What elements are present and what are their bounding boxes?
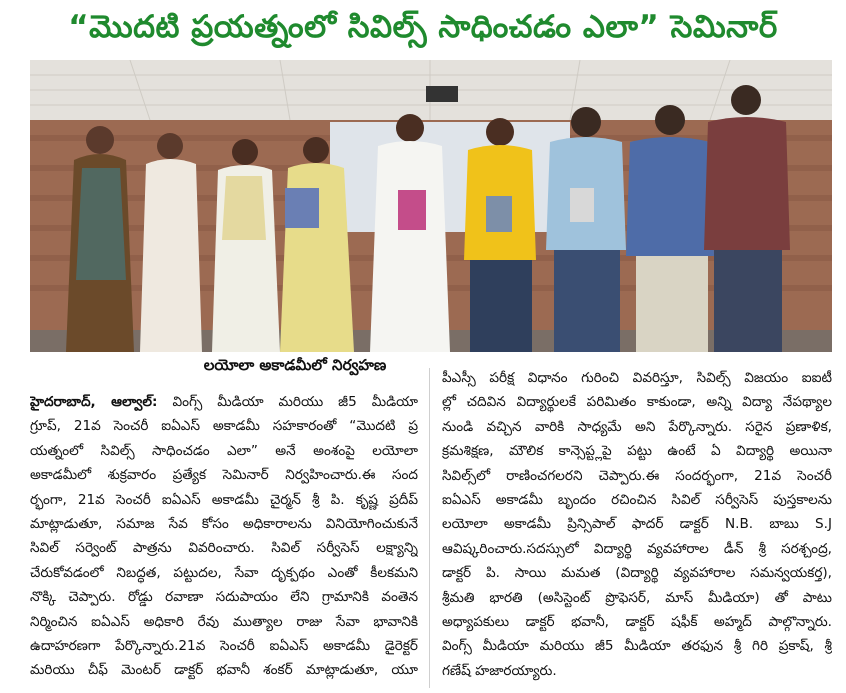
body-line: అకాడమీలో శుక్రవారం ప్రత్యేక సెమినార్ నిర్వహించారు.ఈ సంద bbox=[30, 467, 418, 484]
body-line: సివిల్స్‌లో రాణించగలరని చెప్పారు.ఈ సందర్భంగా, 21వ సెంచరీ bbox=[442, 467, 832, 484]
body-line: సివిల్ సర్వెంట్ పాత్రను వివరించారు. సివిల్ సర్వీసెస్ లక్ష్యాన్ని bbox=[30, 540, 418, 557]
body-line: లయోలా అకాడమీ ప్రిన్సిపాల్ ఫాదర్ డాక్టర్ N.B. బాబు S.J bbox=[442, 516, 832, 533]
body-line: మరియు చీఫ్ మెంటర్ డాక్టర్ భవానీ శంకర్ మాట్లాడుతూ, యూ bbox=[30, 662, 418, 679]
body-line: క్రమశిక్షణ, మౌలిక కాన్సెప్ట్లపై పట్టు ఉంటే ఏ విద్యార్థి అయినా bbox=[442, 443, 832, 460]
body-line: ఐఏఎస్ అకాడమీ బృందం రచించిన సివిల్ సర్వీసెస్ పుస్తకాలను bbox=[442, 491, 832, 508]
body-line: గణేష్ హజారయ్యారు. bbox=[442, 662, 557, 679]
body-line: ఉదాహరణగా పేర్కొన్నారు.21వ సెంచరీ ఐఏఎస్ అకాడమీ డైరెక్టర్ bbox=[30, 637, 418, 654]
body-line: అధ్యాపకులు డాక్టర్ భవానీ, డాక్టర్ షఫీక్ అహ్మద్ పాల్గొన్నారు. bbox=[442, 613, 832, 630]
body-line: యత్నంలో సివిల్స్ సాధించడం ఎలా” అనే అంశంపై లయోలా bbox=[30, 442, 418, 459]
body-line: డాక్టర్ పి. సాయి మమత (విద్యార్థి వ్యవహారాల సమన్వయకర్త), bbox=[442, 565, 832, 582]
body-line: ఆవిష్కరించారు.సదస్సులో విద్యార్థి వ్యవహారాల డీన్ శ్రీ సరశ్చంద్ర, bbox=[442, 540, 832, 557]
body-line: నిర్మించిన ఐఏఎస్ అధికారి రేవు ముత్యాల రాజు సేవా భావానికి bbox=[30, 613, 418, 630]
dateline: హైదరాబాద్, ఆల్వాల్: bbox=[30, 394, 158, 410]
body-line: పీఎస్సీ పరీక్ష విధానం గురించి వివరిస్తూ, సివిల్స్ విజయం ఐఐటీ bbox=[442, 370, 832, 386]
body-line: ర్భంగా, 21వ సెంచరీ ఐఏఎస్ అకాడమీ చైర్మన్ శ్రీ పి. కృష్ణ ప్రదీప్ bbox=[30, 491, 418, 508]
body-line: గ్రూప్, 21వ సెంచరీ ఐఏఎస్ అకాడమీ సహకారంతో “మొదటి ప్ర bbox=[30, 418, 418, 435]
article-body-left bbox=[30, 390, 418, 683]
body-line: నొక్కి చెప్పారు. రోడ్డు రవాణా సదుపాయం లేని గ్రామానికి వంతెన bbox=[30, 589, 418, 606]
body-line: శ్రీమతి భారతి (అసిస్టెంట్ ప్రొఫెసర్, మాస్ మీడియా) తో పాటు bbox=[442, 589, 832, 606]
photo-caption: లయోలా అకాడమీలో నిర్వహణ bbox=[203, 356, 387, 374]
body-line: చేరుకోవడంలో నిబద్ధత, పట్టుదల, సేవా దృక్పథం ఎంతో కీలకమని bbox=[30, 564, 418, 581]
body-line bbox=[30, 390, 418, 414]
event-photo bbox=[30, 60, 832, 352]
article-headline: “మొదటి ప్రయత్నంలో సివిల్స్ సాధించడం ఎలా” సెమినార్ bbox=[68, 8, 778, 45]
body-line: వింగ్స్ మీడియా మరియు జీ5 మీడియా తరఫున శ్రీ గిరి ప్రకాష్, శ్రీ bbox=[442, 638, 832, 655]
body-line-text: వింగ్స్ మీడియా మరియు జీ5 మీడియా bbox=[157, 394, 418, 410]
body-line: మాట్లాడుతూ, సమాజ సేవ కోసం అధికారాలను వినియోగించుకునే bbox=[30, 515, 418, 532]
body-line: ల్లో చదివిన విద్యార్థులకే పరిమితం కాకుండా, అన్ని విద్యా నేపథ్యాల bbox=[442, 394, 832, 411]
article-body-right bbox=[442, 366, 832, 683]
body-line: నుండి వచ్చిన వారికి సాధ్యమే అని పేర్కొన్నారు. సరైన ప్రణాళిక, bbox=[442, 418, 832, 435]
column-divider bbox=[429, 368, 430, 688]
